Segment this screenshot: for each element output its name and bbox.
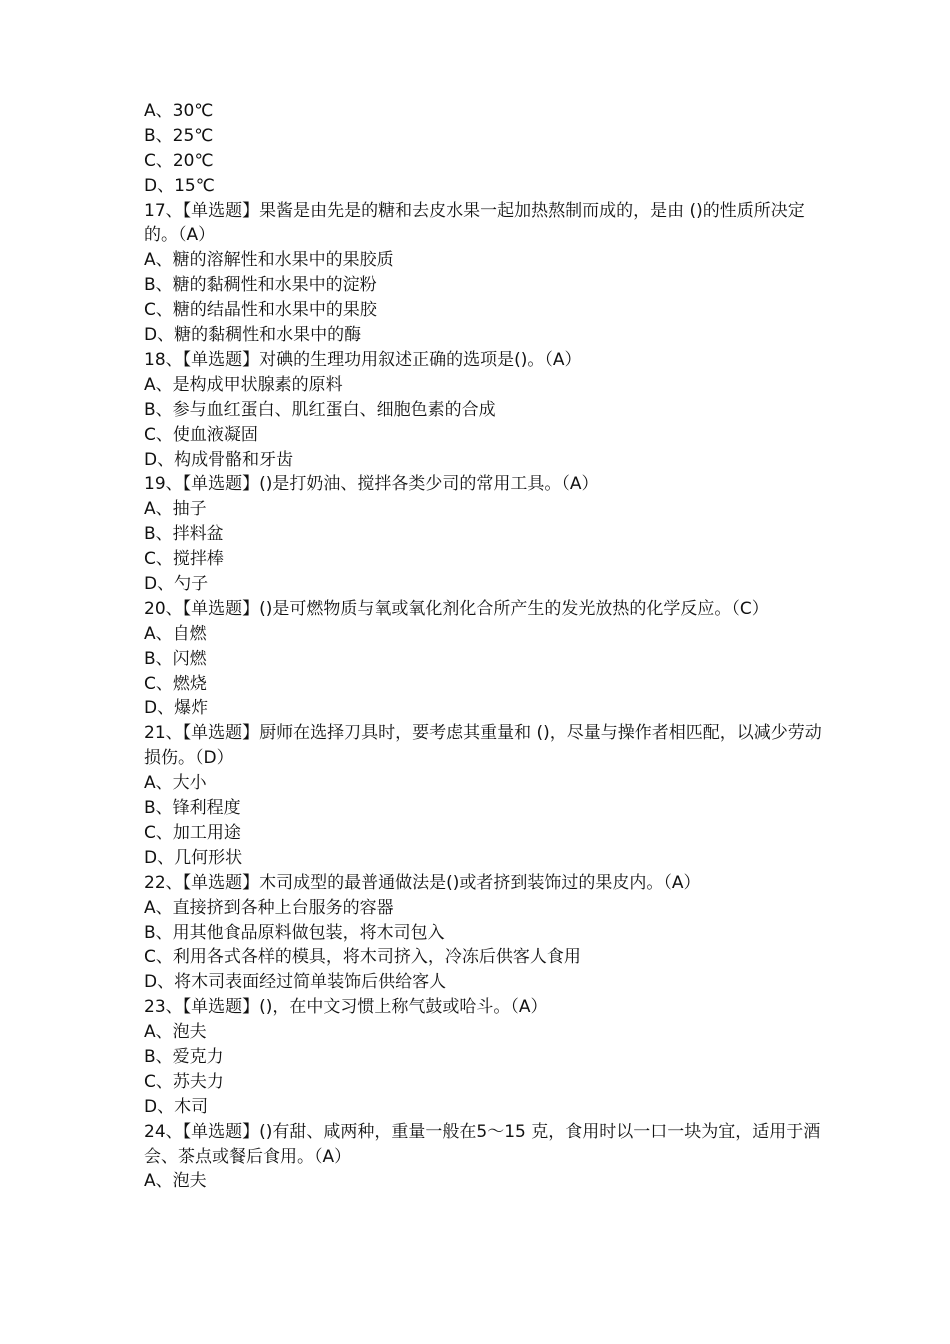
option-line: A、直接挤到各种上台服务的容器 [144,897,394,918]
option-line: A、大小 [144,773,207,794]
question-text: 23、【单选题】()，在中文习惯上称气鼓或哈斗。（A） [144,997,548,1018]
question-19 [144,472,824,596]
option-line: C、燃烧 [144,673,207,694]
question-text: 21、【单选题】厨师在选择刀具时，要考虑其重量和 ()，尽量与操作者相匹配，以减少劳动损伤。（D） [144,723,822,769]
option-line: A、糖的溶解性和水果中的果胶质 [144,250,394,271]
option-line: B、参与血红蛋白、肌红蛋白、细胞色素的合成 [144,399,496,420]
option-line: D、构成骨骼和牙齿 [144,449,294,470]
option-line: B、拌料盆 [144,524,224,545]
question-text: 19、【单选题】()是打奶油、搅拌各类少司的常用工具。（A） [144,474,599,495]
option-line: A、是构成甲状腺素的原料 [144,374,343,395]
option-line: A、泡夫 [144,1022,207,1043]
option-line: A、泡夫 [144,1171,207,1192]
option-line: A、30℃ [144,101,214,121]
question-22 [144,871,824,995]
question-17 [144,199,824,348]
option-line: D、糖的黏稠性和水果中的酶 [144,325,362,346]
option-line: C、糖的结晶性和水果中的果胶 [144,300,377,321]
question-23 [144,995,824,1119]
option-line: C、苏夫力 [144,1071,224,1092]
option-line: B、用其他食品原料做包装，将木司包入 [144,922,445,943]
option-line: D、15℃ [144,175,215,196]
option-line: B、25℃ [144,125,214,146]
option-line: C、加工用途 [144,822,241,843]
question-text: 22、【单选题】木司成型的最普通做法是()或者挤到装饰过的果皮内。（A） [144,872,701,893]
option-line: B、闪燃 [144,648,207,669]
question-21 [144,721,824,870]
question-18 [144,348,824,472]
option-line: A、自燃 [144,623,207,644]
question-text: 24、【单选题】()有甜、咸两种，重量一般在5～15 克，食用时以一口一块为宜，适用于酒会、茶点或餐后食用。（A） [144,1121,821,1167]
option-line: C、20℃ [144,150,214,171]
option-line: B、锋利程度 [144,798,241,819]
option-line: C、利用各式各样的模具，将木司挤入，冷冻后供客人食用 [144,947,581,968]
question-20 [144,597,824,721]
option-line: C、使血液凝固 [144,424,258,445]
option-line: D、爆炸 [144,698,209,719]
option-line: B、爱克力 [144,1046,224,1067]
option-line: D、勺子 [144,573,209,594]
question-text: 20、【单选题】()是可燃物质与氧或氧化剂化合所产生的发光放热的化学反应。（C） [144,598,769,619]
question-text: 18、【单选题】对碘的生理功用叙述正确的选项是()。（A） [144,349,582,370]
option-line: D、几何形状 [144,847,243,868]
option-line: C、搅拌棒 [144,549,224,570]
question-list [144,99,824,1194]
option-line: D、将木司表面经过简单装饰后供给客人 [144,972,447,993]
option-line: D、木司 [144,1096,209,1117]
question-24 [144,1120,824,1195]
option-line: A、抽子 [144,499,207,520]
option-line: B、糖的黏稠性和水果中的淀粉 [144,275,377,296]
question-text: 17、【单选题】果酱是由先是的糖和去皮水果一起加热熬制而成的，是由 ()的性质所决定的。（A） [144,200,805,246]
